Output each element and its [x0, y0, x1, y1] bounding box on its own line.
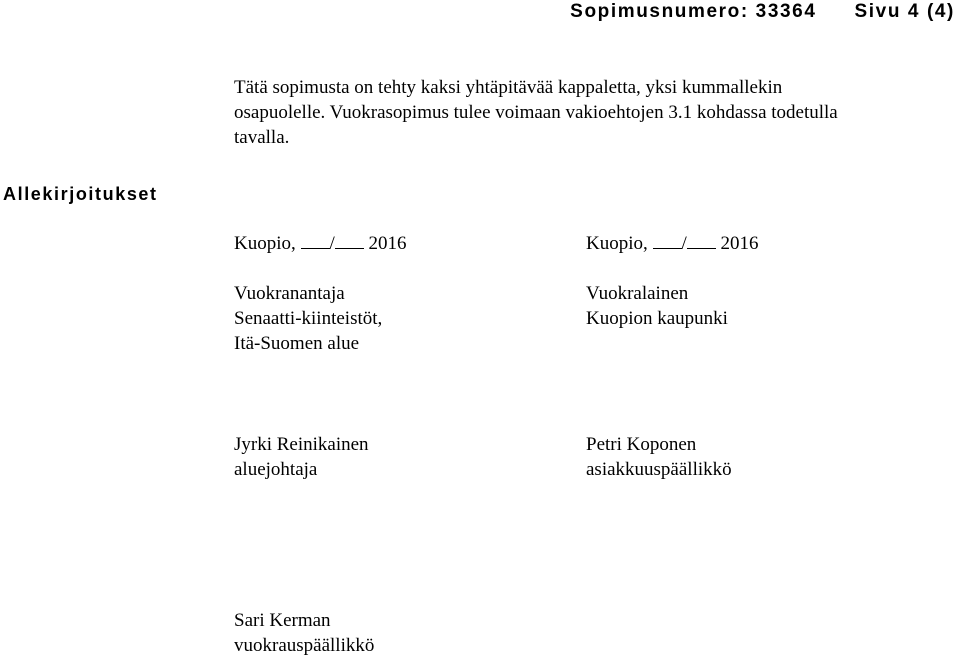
right-year: 2016 [720, 233, 759, 254]
left-party-line1: Senaatti-kiinteistöt, [234, 308, 383, 329]
right-date-separator: / [681, 233, 687, 254]
right-signer-name: Petri Koponen [586, 434, 697, 455]
left-day-blank [301, 231, 330, 249]
right-role: Vuokralainen [586, 283, 689, 304]
right-month-blank [687, 231, 716, 249]
right-signer-title: asiakkuuspäällikkö [586, 459, 732, 480]
right-day-blank [653, 231, 682, 249]
left-date-separator: / [329, 233, 335, 254]
left-party-line2: Itä-Suomen alue [234, 333, 360, 354]
page-number: Sivu 4 (4) [854, 1, 955, 22]
third-signer-title: vuokrauspäällikkö [234, 635, 375, 656]
intro-paragraph: Tätä sopimusta on tehty kaksi yhtäpitävää kappaletta, yksi kummallekin osapuolelle. Vuokrasopimus tulee voimaan vakioehtojen 3.1 kohdassa todetulla tavalla. [234, 77, 838, 148]
left-signer-name: Jyrki Reinikainen [234, 434, 369, 455]
left-date-line [234, 231, 407, 256]
left-signer-title: aluejohtaja [234, 459, 318, 480]
left-month-blank [335, 231, 364, 249]
third-signer-name: Sari Kerman [234, 610, 331, 631]
right-place: Kuopio, [586, 233, 648, 254]
right-date-line [586, 231, 759, 256]
page-header [570, 1, 955, 23]
contract-number: Sopimusnumero: 33364 [570, 1, 817, 22]
left-year: 2016 [368, 233, 407, 254]
left-role: Vuokranantaja [234, 283, 345, 304]
section-label: Allekirjoitukset [3, 184, 158, 204]
right-party-line1: Kuopion kaupunki [586, 308, 728, 329]
left-place: Kuopio, [234, 233, 296, 254]
